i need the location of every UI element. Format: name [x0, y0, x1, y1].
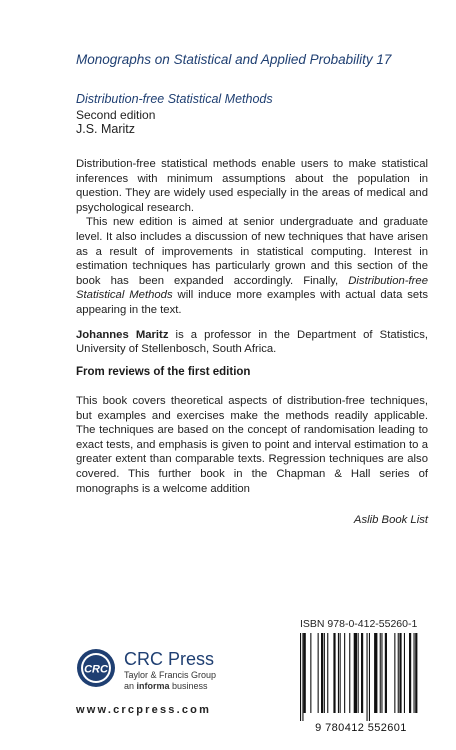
barcode-bar: [398, 633, 399, 713]
series-title: Monographs on Statistical and Applied Probability 17: [76, 52, 392, 67]
barcode-bar: [321, 633, 323, 713]
barcode-bar: [404, 633, 405, 713]
blurb-paragraph-2-start: This new edition is aimed at senior undergraduate and graduate level. It also includes a discussion of new techniques that have arisen as a result of improvements in statistical computing. Interest in estimation techniques has particularly grown and this section of the book has been expanded accordingly. Finally,: [76, 216, 428, 287]
business-prefix: an: [124, 681, 137, 691]
barcode-bar: [394, 633, 395, 713]
review-quote: [76, 394, 428, 496]
barcode-graphic: [296, 633, 426, 723]
business-bold: informa: [136, 681, 170, 691]
blurb-text: [76, 157, 428, 357]
barcode-bar: [318, 633, 319, 713]
author-name: J.S. Maritz: [76, 122, 136, 136]
author-bio-text: is a professor in the Department of Statistics, University of Stellenbosch, South Africa.: [76, 328, 428, 356]
review-source: Aslib Book List: [353, 514, 428, 526]
publisher-name: CRC Press: [124, 649, 215, 669]
barcode-bar: [324, 633, 325, 713]
barcode-bar: [304, 633, 306, 713]
barcode-bar: [340, 633, 341, 713]
barcode-bar: [358, 633, 359, 713]
barcode-bar: [374, 633, 377, 713]
barcode-bar: [344, 633, 345, 713]
barcode-bar: [409, 633, 411, 713]
barcode-bar: [338, 633, 339, 713]
publisher-group: Taylor & Francis Group: [124, 670, 217, 680]
blurb-paragraph-2-end: will induce more examples with actual data sets appearing in the text.: [76, 289, 428, 316]
author-bio: [76, 328, 428, 357]
book-title: Distribution-free Statistical Methods: [76, 92, 273, 106]
barcode-bar: [380, 633, 381, 713]
review-text: This book covers theoretical aspects of distribution-free techniques, but examples and exercises make the methods readily applicable. The techniques are based on the concept of randomisation leading to exact tests, and emphasis is given to point and interval estimation to a greater extent than comparable texts. Regression techniques are also covered. This further book in the Chapman & Hall series of monographs is a welcome addition: [76, 395, 428, 495]
author-bio-name: Johannes Maritz: [76, 328, 169, 341]
publisher-business: [124, 681, 208, 691]
barcode-bar: [361, 633, 363, 713]
barcode-digits: 9 780412 552601: [296, 722, 426, 734]
barcode-bar: [354, 633, 357, 713]
barcode-bar: [381, 633, 382, 713]
barcode-bar: [300, 633, 301, 721]
publisher-website: www.crcpress.com: [76, 704, 212, 716]
barcode-bar: [333, 633, 335, 713]
blurb-paragraph-2: [76, 215, 428, 317]
business-suffix: business: [169, 681, 208, 691]
crc-logo-icon: [76, 648, 116, 688]
barcode-bar: [415, 633, 417, 713]
edition-label: Second edition: [76, 108, 156, 122]
blurb-book-title: Distribution-free Statistical Methods: [76, 274, 428, 302]
barcode-bar: [310, 633, 311, 713]
barcode-bar: [369, 633, 370, 721]
barcode-bar: [327, 633, 328, 713]
barcode-bar: [414, 633, 415, 713]
isbn-label: ISBN 978-0-412-55260-1: [300, 618, 418, 630]
logo-lettering: CRC: [84, 663, 108, 676]
barcode-bar: [367, 633, 368, 721]
reviews-heading: From reviews of the first edition: [76, 366, 251, 378]
blurb-paragraph-1: Distribution-free statistical methods enable users to make statistical inferences with minimum assumptions about the population in question. They are widely used especially in the areas of medical and psychological research.: [76, 158, 428, 214]
barcode-bar: [349, 633, 350, 713]
barcode-bar: [399, 633, 401, 713]
barcode-bar: [302, 633, 303, 721]
barcode-bar: [385, 633, 387, 713]
